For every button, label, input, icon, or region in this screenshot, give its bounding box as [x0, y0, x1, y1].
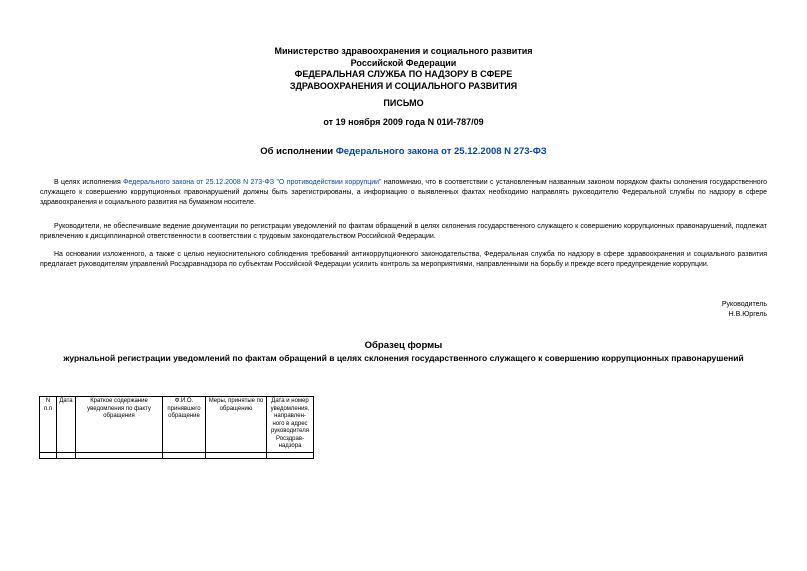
- issuer-line-4: ЗДРАВООХРАНЕНИЯ И СОЦИАЛЬНОГО РАЗВИТИЯ: [289, 80, 518, 91]
- col-measures: Меры, принятые по обращению: [206, 397, 267, 453]
- paragraph-1-rest: напоминаю, что в соответствии с установленным названным законом порядком факты склонения государственного служащего к совершению коррупционных правонарушений должны быть зарегистрированы, а информацию о выявленных фактах необходимо направлять руководителю Федеральной службы по надзору в сфере здравоохранения и социального развития на бумажном носителе.: [40, 179, 767, 206]
- issuer-line-3: ФЕДЕРАЛЬНАЯ СЛУЖБА ПО НАДЗОРУ В СФЕРЕ: [294, 69, 513, 79]
- document-type: ПИСЬМО: [383, 98, 424, 108]
- empty-cell: [57, 452, 76, 458]
- document-date: от 19 ноября 2009 года N 01И-787/09: [323, 117, 484, 127]
- empty-cell: [163, 452, 206, 458]
- empty-cell: [206, 452, 267, 458]
- empty-cell: [40, 452, 57, 458]
- paragraph-2: Руководители, не обеспечившие ведение документации по регистрации уведомлений по фактам обращений в целях склонения государственного служащего к совершению коррупционных правонарушений, подлежат привлечению к дисциплинарной ответственности в соответствии с трудовым законодательством Российской Федерации.: [40, 223, 767, 240]
- issuer-line-1: Министерство здравоохранения и социального развития: [274, 46, 533, 56]
- journal-empty-row: [40, 452, 314, 458]
- empty-cell: [76, 452, 163, 458]
- col-summary: Краткое содержание уведомления по факту обращения: [76, 397, 163, 453]
- issuer-line-2: Российской Федерации: [350, 57, 457, 68]
- paragraph-1-start: В целях исполнения: [54, 179, 124, 186]
- issuer-header: [200, 46, 607, 92]
- col-notification: Дата и номер уведомления, направлен-ного в адрес руководителя Росздрав-надзора: [267, 397, 314, 453]
- paragraph-3: На основании изложенного, а также с целью неукоснительного соблюдения требований антикоррупционного законодательства, Федеральная служба по надзору в сфере здравоохранения и социального развития предлагает руководителям управлений Росздравнадзора по субъектам Российской Федерации усилить контроль за мероприятиями, направленными на борьбу и прежде всего предупреждение коррупции.: [40, 251, 767, 268]
- journal-table: [39, 396, 314, 459]
- signature-title: Руководитель: [721, 301, 767, 308]
- col-date: Дата: [57, 397, 76, 453]
- form-title: Образец формы: [364, 340, 443, 351]
- signature-block: [722, 300, 767, 320]
- signature-name: Н.В.Юргель: [728, 311, 767, 318]
- empty-cell: [267, 452, 314, 458]
- col-receiver: Ф.И.О. принявшего обращение: [163, 397, 206, 453]
- col-number: N п.п: [40, 397, 57, 453]
- journal-header-row: [40, 397, 314, 453]
- document-subject: [0, 146, 807, 157]
- subject-law-link[interactable]: Федерального закона от 25.12.2008 N 273-ФЗ: [335, 146, 547, 157]
- paragraph-1-law-link[interactable]: Федерального закона от 25.12.2008 N 273-ФЗ "О противодействии коррупции": [123, 179, 382, 186]
- form-subtitle: журнальной регистрации уведомлений по фактам обращений в целях склонения государственного служащего к совершению коррупционных правонарушений: [63, 353, 744, 363]
- paragraph-1: [40, 178, 767, 208]
- subject-prefix: Об исполнении: [260, 146, 336, 157]
